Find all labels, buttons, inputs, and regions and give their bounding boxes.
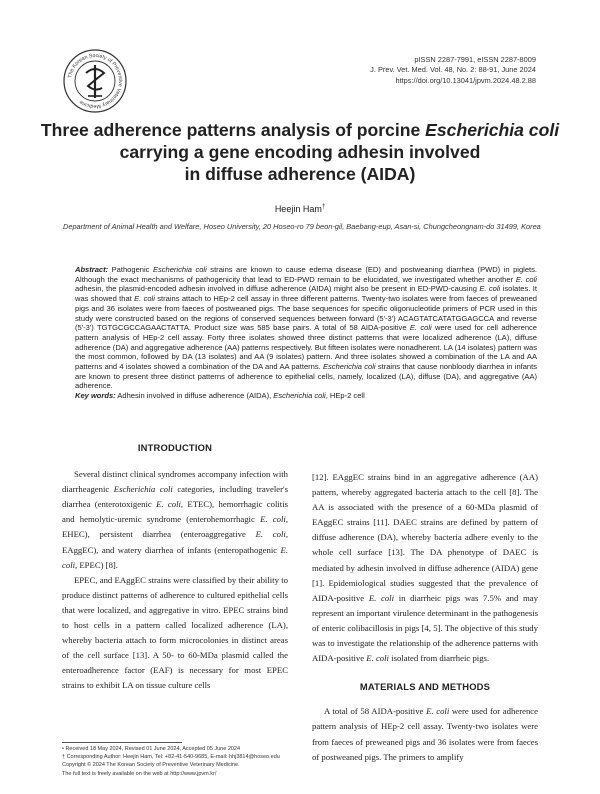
intro-paragraph-3: [12]. EAggEC strains bind in an aggregative adherence (AA) pattern, whereby aggregated bacteria attach to the cell [8]. The AA is associated with the presence of a 60-MDa plasmid of EAggEC strains [11]. DAEC strains are defined by pattern of diffuse adherence (DA), whereby bacteria adhere evenly to the whole cell surface [13]. The DA phenotype of DAEC is mediated by adhesin involved in diffuse adherence (AIDA) gene [1]. Epidemiological studies suggested that the prevalence of AIDA-positive E. coli in diarrheic pigs was 7.5% and may represent an important virulence determinant in the pathogenesis of enteric colibacillosis in pigs [4, 5]. The objective of this study was to investigate the relationship of the adherence patterns with AIDA-positive E. coli isolated from diarrheic pigs. [312,472,539,664]
citation: J. Prev. Vet. Med. Vol. 48, No. 2: 88-91, June 2024 [370,65,536,75]
received-dates: • Received 18 May 2024, Revised 01 June 2024, Accepted 05 June 2024 [62,746,241,752]
access-note: The full text is freely available on the web at http://www.jpvm.kr/ [62,770,217,777]
author-name: Heejin Ham [274,204,322,214]
affiliation: Department of Animal Health and Welfare, Hoseo University, 20 Hoseo-ro 79 beon-gil, Baebang-eup, Asan-si, Chungcheongnam-do 31499, Korea [63,222,541,231]
abstract: Abstract: Pathogenic Escherichia coli strains are known to cause edema disease (ED) and postweaning diarrhea (PWD) in piglets. Although the exact mechanisms of pathogenicity that lead to ED-PWD remain to be elucidated, we investigated whether another E. coli adhesin, the plasmid-encoded adhesin involved in diffuse adherence (AIDA) might also be present in ED-PWD-causing E. coli isolates. It was showed that E. coli strains attach to HEp-2 cell assay in three different patterns. Twenty-two isolates were from faeces of preweaned pigs and 36 isolates were from faeces of postweaned pigs. The base sequences for specific oligonucleotide primers of PCR used in this study were constructed based on the regions of conserved sequences between forward (5'-3') ACAGTATCATATGGAGCCA and reverse (5'-3') TGTGCGCCAGAACTATTA. Product size was 585 base pairs. A total of 58 AIDA-positive E. coli were used for cell adherence pattern analysis of HEp-2 cell assay. Forty three isolates showed three distinct patterns that were localized adherence (LA), diffuse adherence (DA) and aggregative adherence (AA) patterns respectively. But fifteen isolates were nonadherent. LA (14 isolates) pattern was the most common, followed by DA (13 isolates) and AA (9 isolates) pattern. And three isolates showed a combination of the LA and AA patterns and 4 isolates showed a combination of the DA and AA patterns. Escherichia coli strains that cause nonbloody diarrhea in infants are known to present three distinct patterns of adherence to epithelial cells, namely, localized (LA), diffuse (DA), and aggregative (AA) adherence. Key words: Adhesin involved in diffuse adherence (AIDA), Escherichia coli, HEp-2 cell [75,265,538,401]
methods-paragraph-1: A total of 58 AIDA-positive E. coli were used for adherence pattern analysis of HEp-2 cell assay. Twenty-two isolates were from faeces of preweaned pigs and 36 isolates were from faeces of postweaned pigs. The primers to amplify [312,706,539,762]
intro-paragraph-1: Several distinct clinical syndromes accompany infection with diarrheagenic Escherichia coli categories, including traveler's diarrhea (enterotoxigenic E. coli, ETEC), hemorrhagic colitis and hemolytic-uremic syndrome (enterohemorrhagic E. coli, EHEC), persistent diarrhea (enteroaggregative E. coli, EAggEC), and watery diarrhea of infants (enteropathogenic E. coli, EPEC) [8]. [62,469,288,570]
left-column [62,440,288,694]
introduction-heading: INTRODUCTION [137,442,213,453]
footnote-rule [62,742,182,743]
doi-link[interactable]: https://doi.org/10.13041/jpvm.2024.48.2.88 [395,75,536,85]
journal-meta [370,55,536,86]
copyright: Copyright © 2024 The Korean Society of Preventive Veterinary Medicine. [62,762,240,769]
corresponding-mark: † [321,204,326,210]
right-column [312,470,538,765]
author-line [0,204,600,214]
methods-heading: MATERIALS AND METHODS [359,681,491,693]
intro-paragraph-2: EPEC, and EAggEC strains were classified by their ability to produce distinct patterns of adherence to cultured epithelial cells that were localized, and aggregative in vitro. EPEC strains bind to host cells in a pattern called localized adherence (LA), whereby bacteria attach to form microcolonies in distinct areas of the cell surface [13]. A 50- to 60-MDa plasmid called the enteroadherence factor (EAF) is necessary for most EPEC strains to exhibit LA on tissue culture cells [62,574,288,691]
logo-ring-text: The Korean Society of Preventive Veterinary Medicine [67,52,124,110]
abstract-label: Abstract: [75,265,109,274]
keywords: Key words: Adhesin involved in diffuse adherence (AIDA), Escherichia coli, HEp-2 cell [75,391,365,401]
footnotes [62,745,302,778]
species-name: Escherichia coli [425,120,560,140]
keywords-label: Key words: [75,391,116,401]
corresponding-author: † Corresponding Author: Heejin Ham, Tel: +82-41-540-9685, E-mail: hhj3814@hoseo.edu [62,754,280,761]
society-logo [62,48,128,114]
article-title: Three adherence patterns analysis of porcine Escherichia coli carrying a gene encoding adhesin involved in diffuse adherence (AIDA) [40,120,560,184]
issn: pISSN 2287-7991, eISSN 2287-8009 [414,55,536,64]
